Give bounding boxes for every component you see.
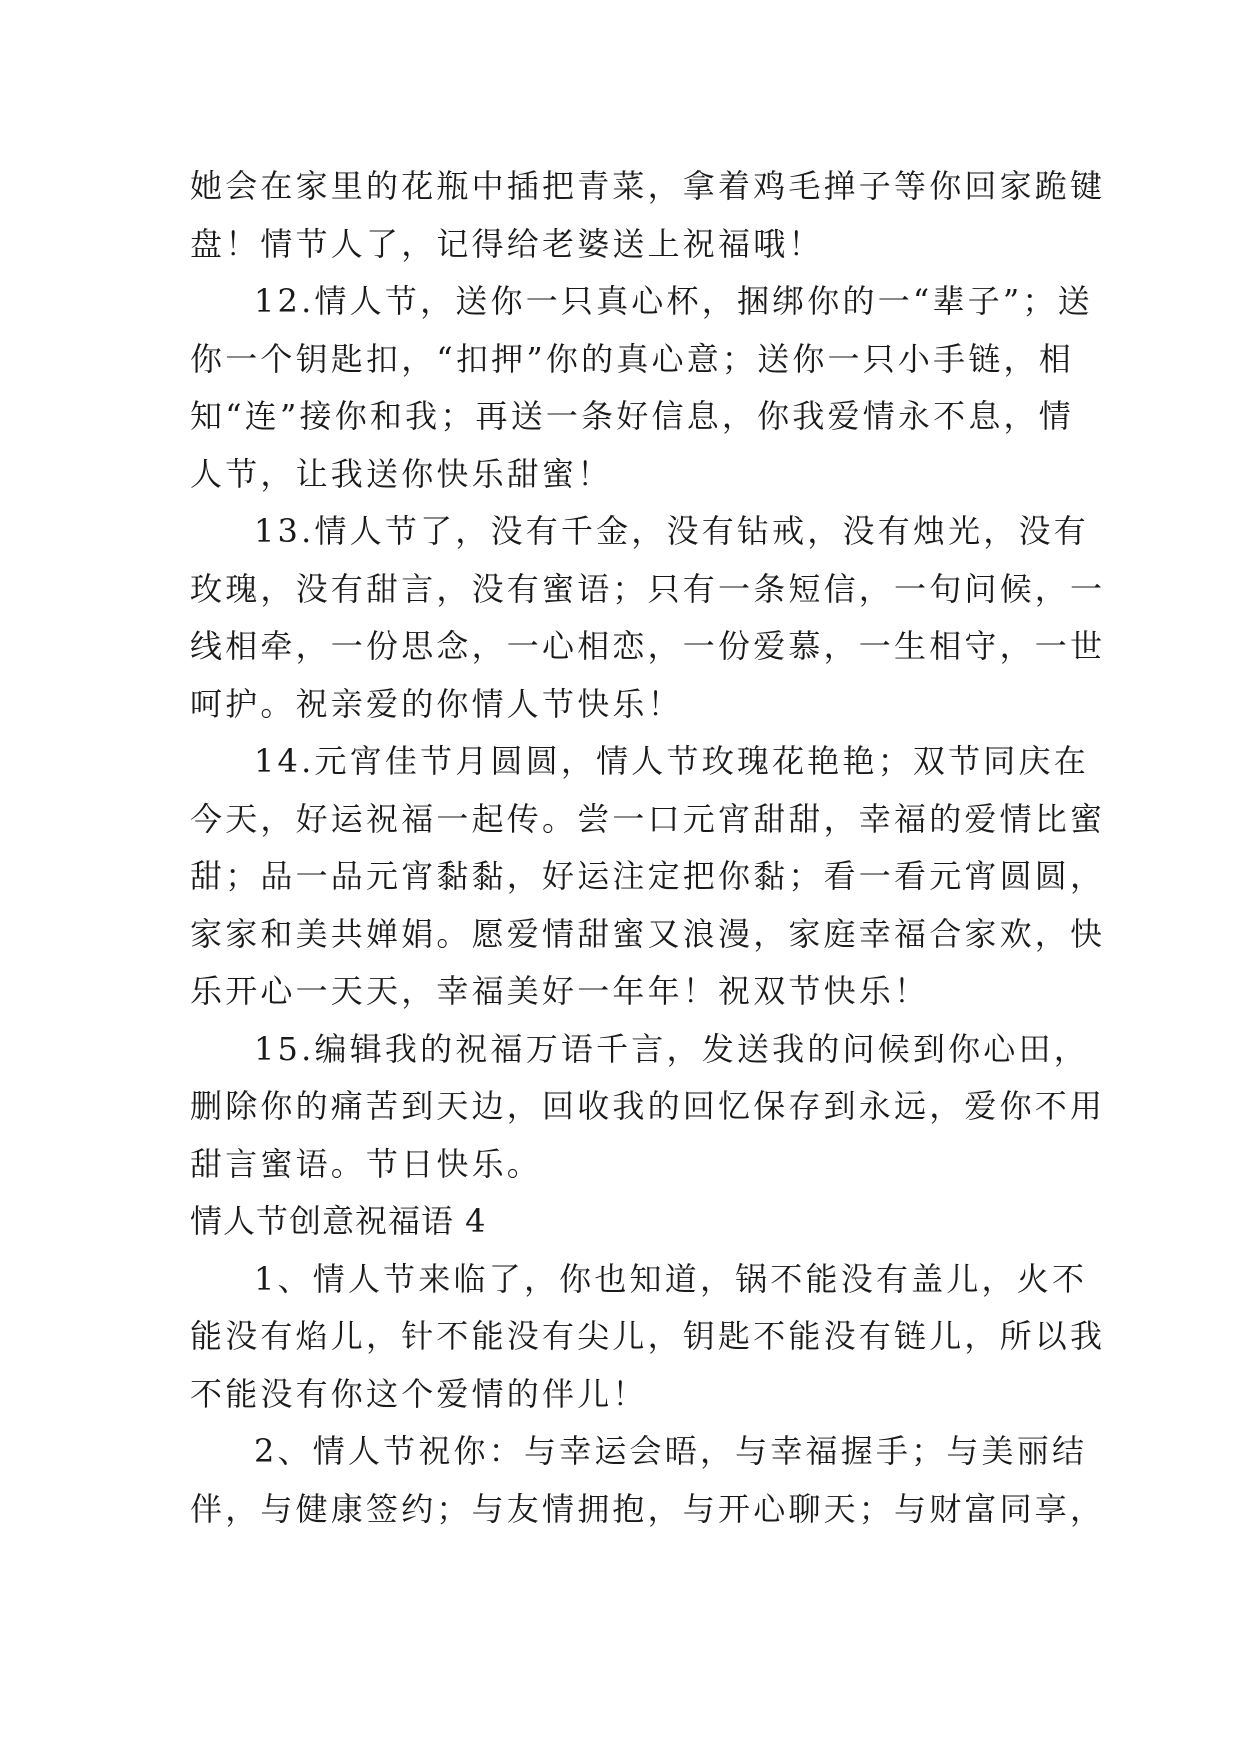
list-item-15: 15.编辑我的祝福万语千言，发送我的问候到你心田， <box>254 1029 1089 1068</box>
text-line: 盘！情节人了，记得给老婆送上祝福哦！ <box>190 224 824 263</box>
text-line: 你一个钥匙扣，“扣押”你的真心意；送你一只小手链，相 <box>190 339 1074 378</box>
text-line: 甜；品一品元宵黏黏，好运注定把你黏；看一看元宵圆圆， <box>190 857 1106 895</box>
text-line: 能没有焰儿，针不能没有尖儿，钥匙不能没有链儿，所以我 <box>190 1317 1106 1355</box>
text-line: 人节，让我送你快乐甜蜜！ <box>190 454 613 493</box>
list-item-2: 2、情人节祝你：与幸运会晤，与幸福握手；与美丽结 <box>254 1432 1088 1470</box>
text-line: 知“连”接你和我；再送一条好信息，你我爱情永不息，情 <box>190 397 1074 435</box>
document-body <box>190 158 1106 1538</box>
text-line: 今天，好运祝福一起传。尝一口元宵甜甜，幸福的爱情比蜜 <box>190 799 1106 838</box>
section-heading: 情人节创意祝福语 4 <box>190 1202 487 1240</box>
text-line: 线相牵，一份思念，一心相恋，一份爱慕，一生相守，一世 <box>190 627 1106 665</box>
list-item-14: 14.元宵佳节月圆圆，情人节玫瑰花艳艳；双节同庆在 <box>254 742 1089 780</box>
text-line: 家家和美共婵娟。愿爱情甜蜜又浪漫，家庭幸福合家欢，快 <box>190 914 1106 953</box>
text-line: 删除你的痛苦到天边，回收我的回忆保存到永远，爱你不用 <box>190 1087 1106 1125</box>
text-line: 呵护。祝亲爱的你情人节快乐！ <box>190 684 683 723</box>
text-line: 她会在家里的花瓶中插把青菜，拿着鸡毛掸子等你回家跪键 <box>190 167 1106 205</box>
list-item-13: 13.情人节了，没有千金，没有钻戒，没有烛光，没有 <box>254 512 1089 550</box>
text-line: 玫瑰，没有甜言，没有蜜语；只有一条短信，一句问候，一 <box>190 569 1106 608</box>
text-line: 甜言蜜语。节日快乐。 <box>190 1144 543 1183</box>
list-item-12: 12.情人节，送你一只真心杯，捆绑你的一“辈子”；送 <box>254 282 1093 320</box>
text-line: 不能没有你这个爱情的伴儿！ <box>190 1374 648 1413</box>
list-item-1: 1、情人节来临了，你也知道，锅不能没有盖儿，火不 <box>254 1259 1088 1298</box>
text-line: 乐开心一天天，幸福美好一年年！祝双节快乐！ <box>190 972 930 1010</box>
text-line: 伴，与健康签约；与友情拥抱，与开心聊天；与财富同享， <box>190 1489 1106 1528</box>
